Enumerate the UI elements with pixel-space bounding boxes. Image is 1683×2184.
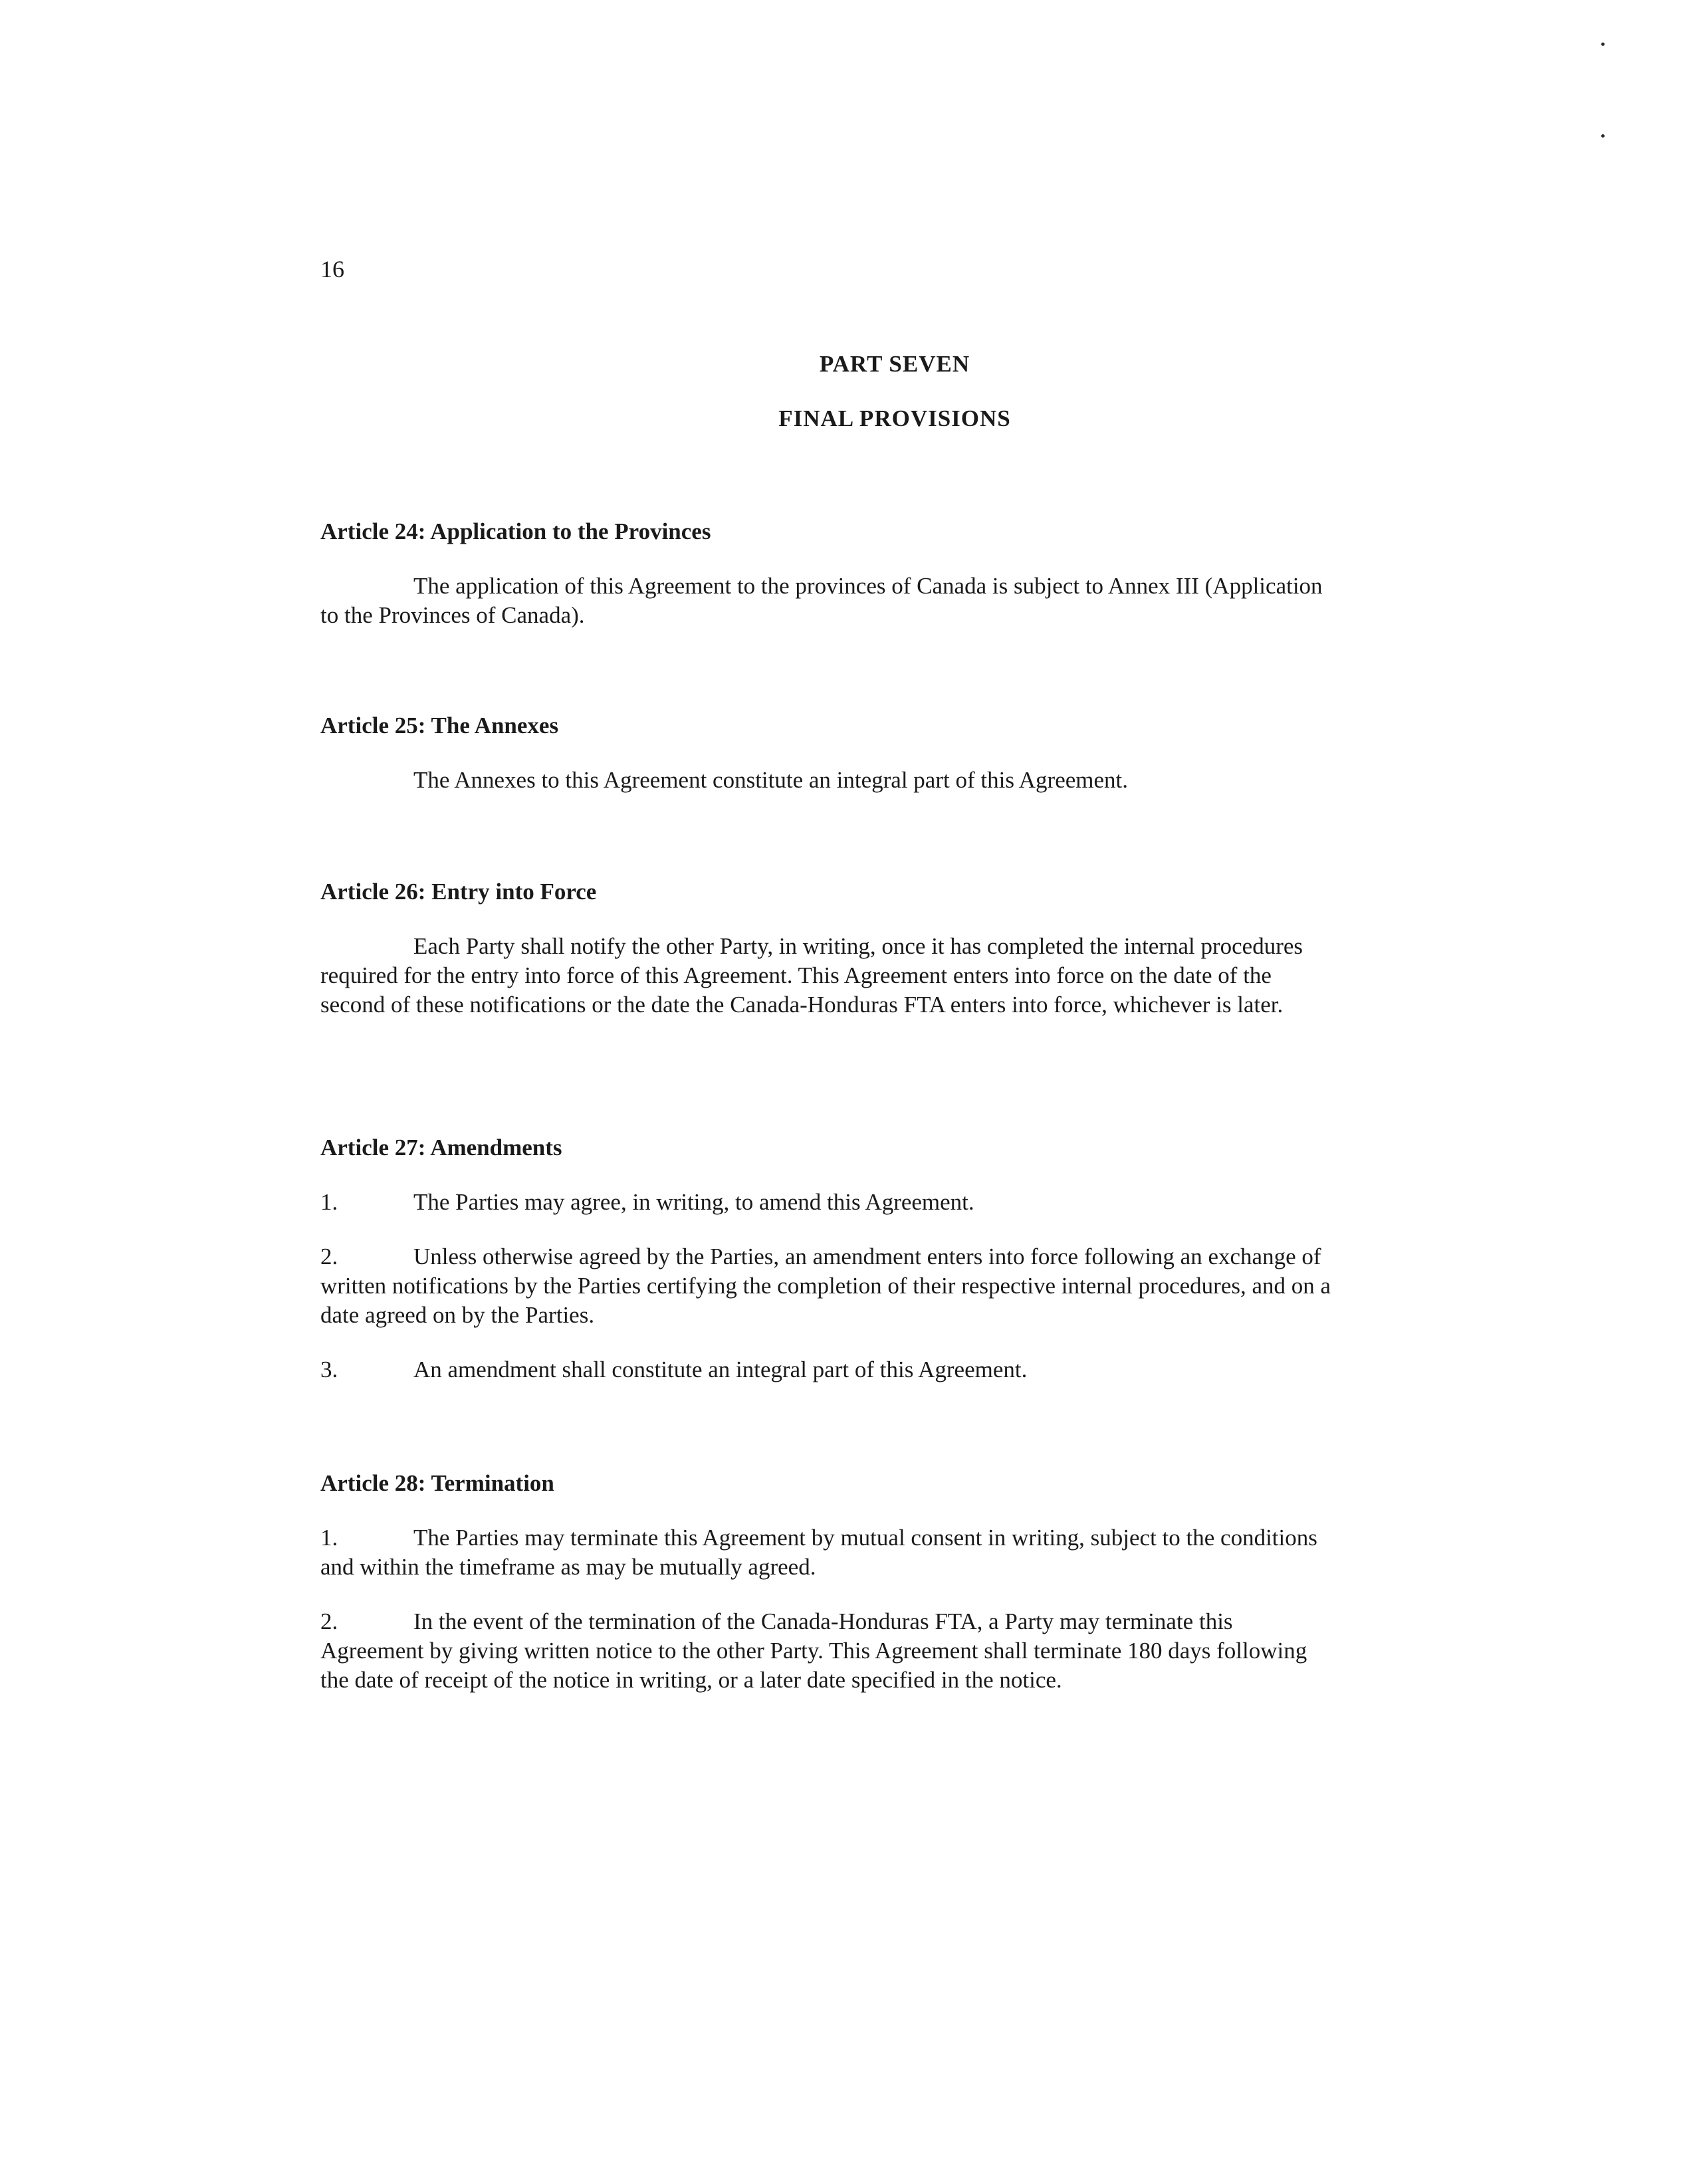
article-paragraph bbox=[320, 1523, 1337, 1582]
part-subtitle: FINAL PROVISIONS bbox=[778, 405, 1011, 431]
article-25 bbox=[320, 711, 1337, 795]
part-title: PART SEVEN bbox=[819, 351, 970, 377]
article-body: The application of this Agreement to the provinces of Canada is subject to Annex III (Application to the Provinces of Canada). bbox=[320, 573, 1323, 628]
article-paragraph bbox=[320, 1242, 1337, 1330]
article-body: Each Party shall notify the other Party, in writing, once it has completed the internal procedures required for the entry into force of this Agreement. This Agreement enters into force on the date of the second of these notifications or the date the Canada-Honduras FTA enters into force, whichever is later. bbox=[320, 933, 1303, 1018]
article-27 bbox=[320, 1133, 1337, 1384]
paragraph-text: The Parties may agree, in writing, to amend this Agreement. bbox=[413, 1189, 974, 1215]
paragraph-number: 2. bbox=[320, 1608, 338, 1634]
scan-speck bbox=[1601, 134, 1605, 138]
article-paragraph bbox=[320, 1607, 1337, 1695]
article-24 bbox=[320, 517, 1337, 630]
article-body: The Annexes to this Agreement constitute an integral part of this Agreement. bbox=[413, 767, 1129, 793]
paragraph-number: 2. bbox=[320, 1244, 338, 1269]
article-title: Article 24: Application to the Provinces bbox=[320, 518, 711, 544]
paragraph-text: The Parties may terminate this Agreement by mutual consent in writing, subject to the conditions and within the timeframe as may be mutually agreed. bbox=[320, 1525, 1317, 1580]
scan-speck bbox=[1601, 43, 1605, 46]
article-28 bbox=[320, 1469, 1337, 1695]
article-paragraph bbox=[320, 1355, 1337, 1384]
article-paragraph bbox=[320, 1188, 1337, 1217]
page-number: 16 bbox=[320, 256, 344, 282]
article-title: Article 25: The Annexes bbox=[320, 712, 559, 738]
paragraph-text: Unless otherwise agreed by the Parties, an amendment enters into force following an exchange of written notifications by the Parties certifying the completion of their respective internal procedures, and on a date agreed on by the Parties. bbox=[320, 1244, 1331, 1328]
paragraph-number: 1. bbox=[320, 1189, 338, 1215]
article-title: Article 27: Amendments bbox=[320, 1135, 562, 1160]
paragraph-number: 1. bbox=[320, 1525, 338, 1551]
article-title: Article 26: Entry into Force bbox=[320, 879, 597, 905]
paragraph-number: 3. bbox=[320, 1357, 338, 1382]
article-title: Article 28: Termination bbox=[320, 1470, 554, 1496]
paragraph-text: In the event of the termination of the Canada-Honduras FTA, a Party may terminate this Agreement by giving written notice to the other Party. This Agreement shall terminate 180 days following the date of receipt of the notice in writing, or a later date specified in the notice. bbox=[320, 1608, 1307, 1693]
paragraph-text: An amendment shall constitute an integral part of this Agreement. bbox=[413, 1357, 1028, 1382]
article-26 bbox=[320, 877, 1337, 1020]
